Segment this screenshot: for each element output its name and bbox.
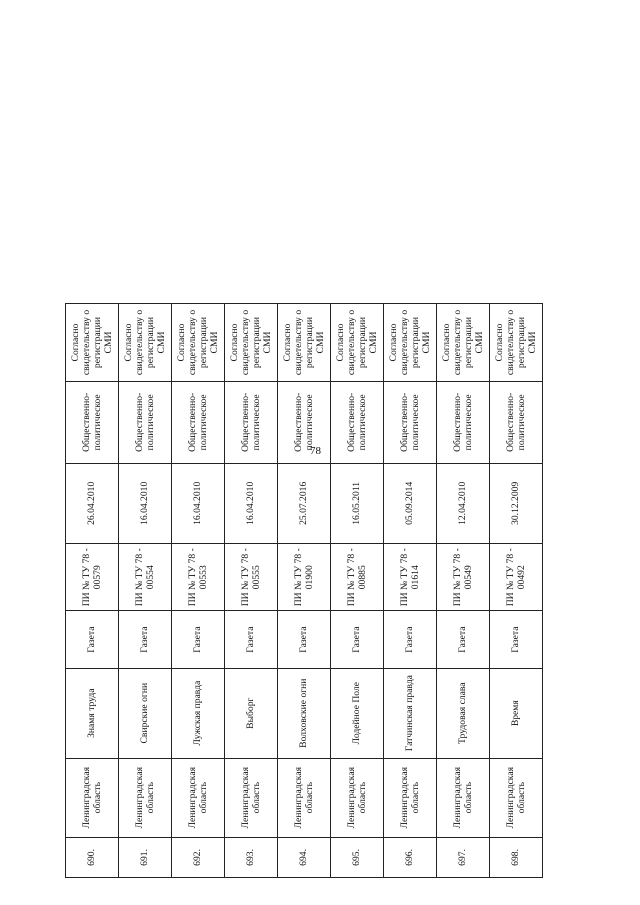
basis-cell: Согласно свидетельству о регистрации СМИ [66,304,119,382]
region-cell: Ленинградская область [490,758,543,837]
basis-cell: Согласно свидетельству о регистрации СМИ [437,304,490,382]
row-number-cell: 690. [66,837,119,877]
basis-cell: Согласно свидетельству о регистрации СМИ [172,304,225,382]
media-kind-cell: Общественно-политическое [490,382,543,464]
row-number-cell: 693. [225,837,278,877]
registration-number-cell: ПИ № ТУ 78 - 00555 [225,544,278,611]
media-kind-cell: Общественно-политическое [172,382,225,464]
registration-number-cell: ПИ № ТУ 78 - 00579 [66,544,119,611]
media-type-cell: Газета [384,611,437,668]
table-row [384,304,437,878]
media-title-cell: Свирские огни [119,668,172,758]
media-kind-cell: Общественно-политическое [119,382,172,464]
registration-number-cell: ПИ № ТУ 78 - 01614 [384,544,437,611]
registration-date-cell: 16.04.2010 [119,463,172,543]
media-type-cell: Газета [278,611,331,668]
registration-number-cell: ПИ № ТУ 78 - 00492 [490,544,543,611]
media-kind-cell: Общественно-политическое [437,382,490,464]
table-row [278,304,331,878]
media-type-cell: Газета [490,611,543,668]
media-kind-cell: Общественно-политическое [66,382,119,464]
row-number-cell: 698. [490,837,543,877]
row-number-cell: 697. [437,837,490,877]
basis-cell: Согласно свидетельству о регистрации СМИ [490,304,543,382]
table-row [331,304,384,878]
media-kind-cell: Общественно-политическое [278,382,331,464]
region-cell: Ленинградская область [172,758,225,837]
registration-date-cell: 12.04.2010 [437,463,490,543]
page-number: 78 [310,445,321,457]
media-title-cell: Лодейное Поле [331,668,384,758]
table-row [119,304,172,878]
media-type-cell: Газета [225,611,278,668]
region-cell: Ленинградская область [331,758,384,837]
basis-cell: Согласно свидетельству о регистрации СМИ [225,304,278,382]
basis-cell: Согласно свидетельству о регистрации СМИ [384,304,437,382]
media-type-cell: Газета [331,611,384,668]
region-cell: Ленинградская область [119,758,172,837]
registration-number-cell: ПИ № ТУ 78 - 01900 [278,544,331,611]
media-kind-cell: Общественно-политическое [225,382,278,464]
media-type-cell: Газета [437,611,490,668]
basis-cell: Согласно свидетельству о регистрации СМИ [119,304,172,382]
row-number-cell: 691. [119,837,172,877]
table-body [66,304,543,878]
registration-date-cell: 25.07.2016 [278,463,331,543]
media-title-cell: Трудовая слава [437,668,490,758]
registration-number-cell: ПИ № ТУ 78 - 00553 [172,544,225,611]
registration-number-cell: ПИ № ТУ 78 - 00554 [119,544,172,611]
media-registry-table [65,303,543,878]
media-type-cell: Газета [119,611,172,668]
media-kind-cell: Общественно-политическое [384,382,437,464]
table-row [225,304,278,878]
row-number-cell: 694. [278,837,331,877]
basis-cell: Согласно свидетельству о регистрации СМИ [278,304,331,382]
registration-date-cell: 26.04.2010 [66,463,119,543]
registration-date-cell: 30.12.2009 [490,463,543,543]
row-number-cell: 692. [172,837,225,877]
registration-date-cell: 16.05.2011 [331,463,384,543]
media-kind-cell: Общественно-политическое [331,382,384,464]
registration-number-cell: ПИ № ТУ 78 - 00885 [331,544,384,611]
media-title-cell: Волховские огни [278,668,331,758]
table-row [490,304,543,878]
table-row [437,304,490,878]
region-cell: Ленинградская область [384,758,437,837]
row-number-cell: 696. [384,837,437,877]
region-cell: Ленинградская область [66,758,119,837]
region-cell: Ленинградская область [278,758,331,837]
media-title-cell: Знамя труда [66,668,119,758]
media-title-cell: Выборг [225,668,278,758]
table-row [66,304,119,878]
row-number-cell: 695. [331,837,384,877]
registration-date-cell: 16.04.2010 [172,463,225,543]
table-row [172,304,225,878]
media-title-cell: Лужская правда [172,668,225,758]
media-type-cell: Газета [66,611,119,668]
registration-date-cell: 05.09.2014 [384,463,437,543]
registration-number-cell: ПИ № ТУ 78 - 00549 [437,544,490,611]
media-title-cell: Гатчинская правда [384,668,437,758]
basis-cell: Согласно свидетельству о регистрации СМИ [331,304,384,382]
region-cell: Ленинградская область [437,758,490,837]
region-cell: Ленинградская область [225,758,278,837]
media-title-cell: Время [490,668,543,758]
media-type-cell: Газета [172,611,225,668]
registration-date-cell: 16.04.2010 [225,463,278,543]
